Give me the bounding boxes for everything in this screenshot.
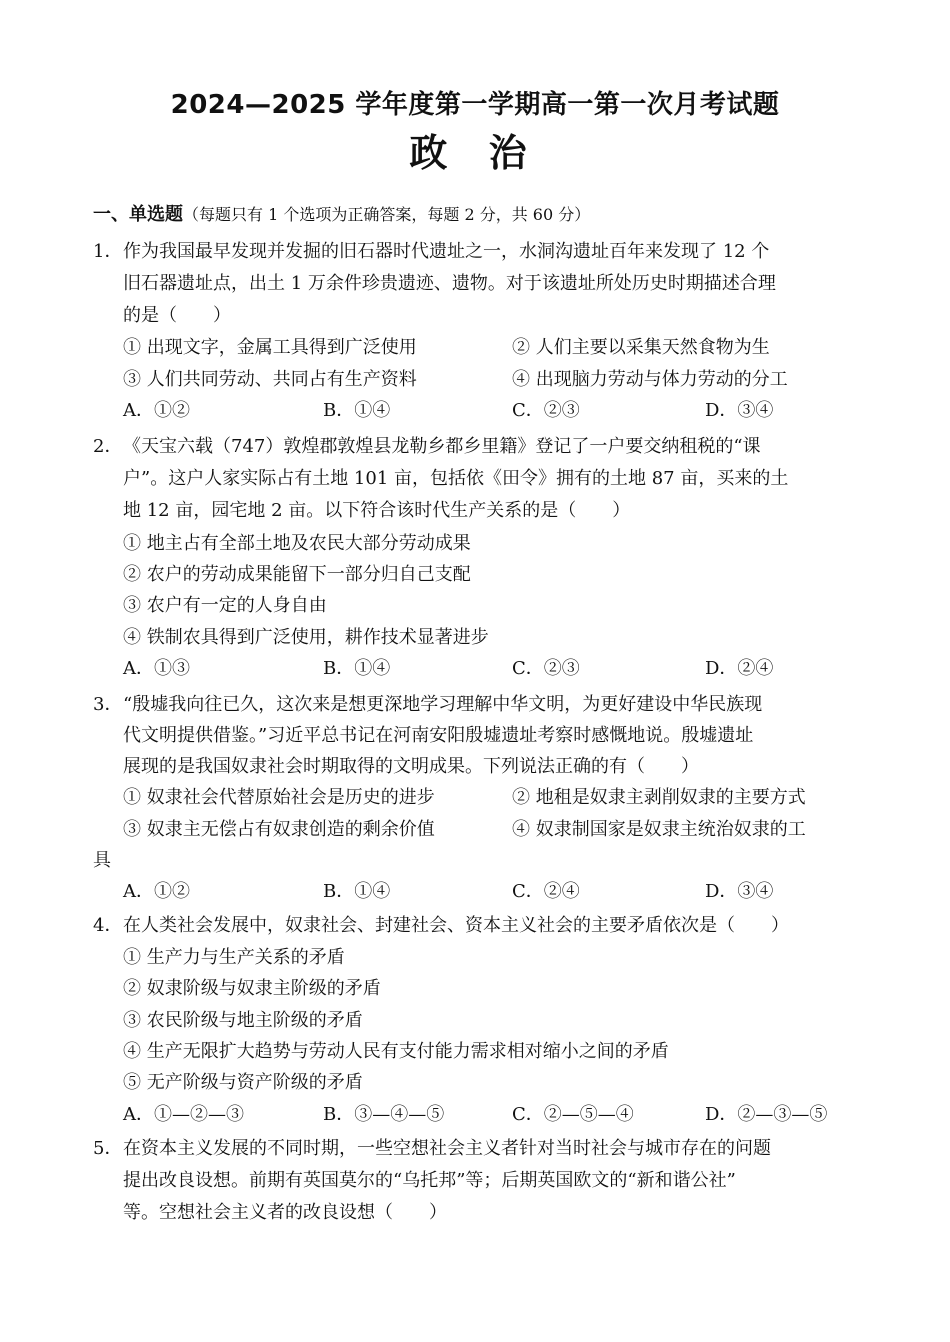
choice-c[interactable]: C．②④ [512, 881, 580, 902]
option-statement: ② 农户的劳动成果能留下一部分归自己支配 [123, 564, 471, 585]
option-statement: ② 地租是奴隶主剥削奴隶的主要方式 [512, 787, 806, 808]
choice-d[interactable]: D．②④ [705, 658, 774, 679]
question-stem-line: 的是（ ） [123, 305, 231, 326]
section-note: （每题只有 1 个选项为正确答案，每题 2 分，共 60 分） [183, 205, 591, 224]
question-number: 3． [93, 694, 123, 715]
question-stem-line: 作为我国最早发现并发掘的旧石器时代遗址之一，水洞沟遗址百年来发现了 12 个 [123, 241, 770, 262]
option-statement: ③ 农户有一定的人身自由 [123, 595, 327, 616]
option-statement: ② 人们主要以采集天然食物为生 [512, 337, 770, 358]
option-statement: ④ 奴隶制国家是奴隶主统治奴隶的工 [512, 819, 806, 840]
question-number: 2． [93, 436, 123, 457]
section-heading [93, 200, 590, 226]
choice-b[interactable]: B．①④ [323, 400, 391, 421]
question-stem-line: 在人类社会发展中，奴隶社会、封建社会、资本主义社会的主要矛盾依次是（ ） [123, 915, 789, 936]
choice-c[interactable]: C．②③ [512, 658, 580, 679]
option-statement: ① 地主占有全部土地及农民大部分劳动成果 [123, 533, 471, 554]
question-number: 1． [93, 241, 123, 262]
choice-a[interactable]: A．①③ [123, 658, 190, 679]
option-statement: ① 出现文字，金属工具得到广泛使用 [123, 337, 417, 358]
choice-d[interactable]: D．③④ [705, 881, 774, 902]
exam-title: 2024—2025 学年度第一学期高一第一次月考试题 [170, 90, 780, 120]
subject-title: 政 治 [409, 131, 541, 175]
option-statement: ③ 人们共同劳动、共同占有生产资料 [123, 369, 417, 390]
question-stem-line: 提出改良设想。前期有英国莫尔的“乌托邦”等；后期英国欧文的“新和谐公社” [123, 1170, 736, 1191]
question-stem-line: 《天宝六载（747）敦煌郡敦煌县龙勒乡都乡里籍》登记了一户要交纳租税的“课 [123, 436, 761, 457]
choice-d[interactable]: D．③④ [705, 400, 774, 421]
question-number: 5． [93, 1138, 123, 1159]
option-statement: ② 奴隶阶级与奴隶主阶级的矛盾 [123, 978, 381, 999]
option-statement: ④ 生产无限扩大趋势与劳动人民有支付能力需求相对缩小之间的矛盾 [123, 1041, 669, 1062]
choice-a[interactable]: A．①② [123, 881, 190, 902]
choice-b[interactable]: B．①④ [323, 658, 391, 679]
question-stem-line: 代文明提供借鉴。”习近平总书记在河南安阳殷墟遗址考察时感慨地说。殷墟遗址 [123, 725, 754, 746]
option-statement: ⑤ 无产阶级与资产阶级的矛盾 [123, 1072, 363, 1093]
option-statement: ④ 出现脑力劳动与体力劳动的分工 [512, 369, 788, 390]
section-label: 一、单选题 [93, 204, 183, 225]
choice-c[interactable]: C．②③ [512, 400, 580, 421]
option-statement: ③ 农民阶级与地主阶级的矛盾 [123, 1010, 363, 1031]
choice-a[interactable]: A．①② [123, 400, 190, 421]
question-stem-line: 户”。这户人家实际占有土地 101 亩，包括依《田令》拥有的土地 87 亩，买来的土 [123, 468, 789, 489]
option-statement: ① 生产力与生产关系的矛盾 [123, 947, 345, 968]
choice-b[interactable]: B．①④ [323, 881, 391, 902]
question-stem-line: 旧石器遗址点，出土 1 万余件珍贵遗迹、遗物。对于该遗址所处历史时期描述合理 [123, 273, 776, 294]
choice-c[interactable]: C．②—⑤—④ [512, 1104, 634, 1125]
question-stem-line: 地 12 亩，园宅地 2 亩。以下符合该时代生产关系的是（ ） [123, 500, 631, 521]
option-statement: ④ 铁制农具得到广泛使用，耕作技术显著进步 [123, 627, 489, 648]
option-statement: ① 奴隶社会代替原始社会是历史的进步 [123, 787, 435, 808]
choice-d[interactable]: D．②—③—⑤ [705, 1104, 828, 1125]
question-stem-line: 等。空想社会主义者的改良设想（ ） [123, 1202, 447, 1223]
choice-b[interactable]: B．③—④—⑤ [323, 1104, 445, 1125]
question-stem-line: 在资本主义发展的不同时期，一些空想社会主义者针对当时社会与城市存在的问题 [123, 1138, 771, 1159]
question-stem-line: 展现的是我国奴隶社会时期取得的文明成果。下列说法正确的有（ ） [123, 756, 699, 777]
choice-a[interactable]: A．①—②—③ [123, 1104, 244, 1125]
question-number: 4． [93, 915, 123, 936]
option-statement: ③ 奴隶主无偿占有奴隶创造的剩余价值 [123, 819, 435, 840]
question-stem-line: “殷墟我向往已久，这次来是想更深地学习理解中华文明，为更好建设中华民族现 [123, 694, 763, 715]
option-overflow: 具 [93, 850, 111, 871]
